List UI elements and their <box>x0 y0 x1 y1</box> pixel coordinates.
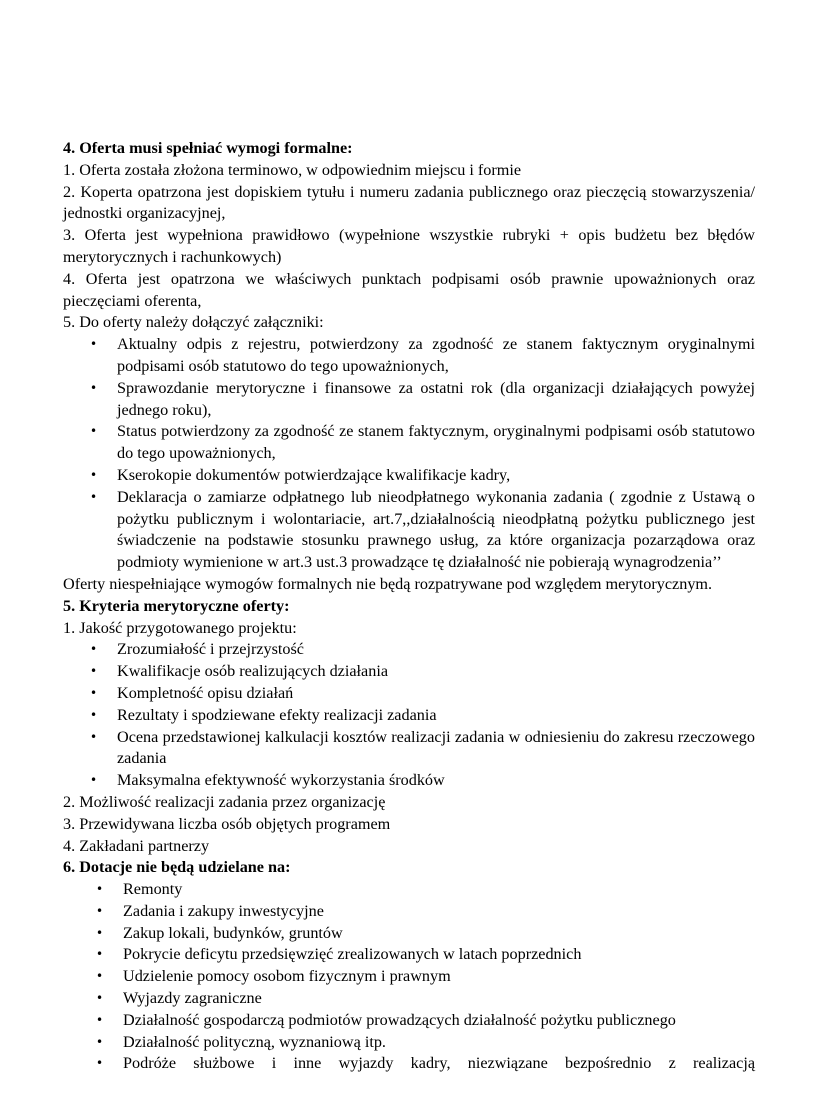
section-6-heading: 6. Dotacje nie będą udzielane na: <box>63 858 291 877</box>
section-4-item-1: 1. Oferta została złożona terminowo, w odpowiednim miejscu i formie <box>63 160 522 179</box>
section-4-item-2: 2. Koperta opatrzona jest dopiskiem tytułu i numeru zadania publicznego oraz pieczęcią stowarzyszenia/ jednostki organizacyjnej, <box>63 182 755 223</box>
attachment-item: • Kserokopie dokumentów potwierdzające kwalifikacje kadry, <box>63 465 755 487</box>
attachments-list <box>63 334 755 574</box>
section-5-item-3: 3. Przewidywana liczba osób objętych programem <box>63 814 391 833</box>
quality-criterion: • Maksymalna efektywność wykorzystania środków <box>63 770 755 792</box>
quality-criterion: • Zrozumiałość i przejrzystość <box>63 639 755 661</box>
excluded-cost-item: • Udzielenie pomocy osobom fizycznym i prawnym <box>63 966 755 988</box>
attachment-item: • Sprawozdanie merytoryczne i finansowe za ostatni rok (dla organizacji działających powyżej jednego roku), <box>63 378 755 422</box>
attachment-item: • Deklaracja o zamiarze odpłatnego lub nieodpłatnego wykonania zadania ( zgodnie z Ustawą o pożytku publicznym i wolontariacie, art.7,,działalnością nieodpłatną pożytku publicznego jest świadczenie na podstawie stosunku prawnego usług, za które organizacja pozarządowa oraz podmioty wymienione w art.3 ust.3 prowadzące tę działalność nie pobierają wynagrodzenia’’ <box>63 487 755 574</box>
excluded-cost-item: • Pokrycie deficytu przedsięwzięć zrealizowanych w latach poprzednich <box>63 944 755 966</box>
document-page <box>63 138 755 1075</box>
section-4-item-4: 4. Oferta jest opatrzona we właściwych punktach podpisami osób prawnie upoważnionych oraz pieczęciami oferenta, <box>63 269 755 310</box>
section-5-item-1: 1. Jakość przygotowanego projektu: <box>63 618 297 637</box>
excluded-cost-item: • Działalność polityczną, wyznaniową itp. <box>63 1032 755 1054</box>
section-4-heading: 4. Oferta musi spełniać wymogi formalne: <box>63 139 353 157</box>
excluded-costs-list <box>63 879 755 1075</box>
quality-criterion: • Rezultaty i spodziewane efekty realizacji zadania <box>63 705 755 727</box>
section-4-item-3: 3. Oferta jest wypełniona prawidłowo (wypełnione wszystkie rubryki + opis budżetu bez błędów merytorycznych i rachunkowych) <box>63 226 755 266</box>
attachment-item: • Aktualny odpis z rejestru, potwierdzony za zgodność ze stanem faktycznym oryginalnymi podpisami osób statutowo do tego upoważnionych, <box>63 334 755 378</box>
quality-criterion: • Kompletność opisu działań <box>63 683 755 705</box>
excluded-cost-item: • Zadania i zakupy inwestycyjne <box>63 901 755 923</box>
quality-criteria-list <box>63 639 755 792</box>
section-5-item-4: 4. Zakładani partnerzy <box>63 836 210 855</box>
section-5-heading: 5. Kryteria merytoryczne oferty: <box>63 596 290 615</box>
quality-criterion: • Ocena przedstawionej kalkulacji kosztów realizacji zadania w odniesieniu do zakresu rzeczowego zadania <box>63 727 755 771</box>
excluded-cost-item: • Podróże służbowe i inne wyjazdy kadry, niezwiązane bezpośrednio z realizacją <box>63 1053 755 1075</box>
excluded-cost-item: • Zakup lokali, budynków, gruntów <box>63 923 755 945</box>
formal-requirements-note: Oferty niespełniające wymogów formalnych nie będą rozpatrywane pod względem merytorycznym. <box>63 574 713 593</box>
section-4-item-5: 5. Do oferty należy dołączyć załączniki: <box>63 313 324 332</box>
quality-criterion: • Kwalifikacje osób realizujących działania <box>63 661 755 683</box>
excluded-cost-item: • Wyjazdy zagraniczne <box>63 988 755 1010</box>
excluded-cost-item: • Działalność gospodarczą podmiotów prowadzących działalność pożytku publicznego <box>63 1010 755 1032</box>
attachment-item: • Status potwierdzony za zgodność ze stanem faktycznym, oryginalnymi podpisami osób statutowo do tego upoważnionych, <box>63 421 755 465</box>
excluded-cost-item: • Remonty <box>63 879 755 901</box>
section-5-item-2: 2. Możliwość realizacji zadania przez organizację <box>63 792 386 811</box>
